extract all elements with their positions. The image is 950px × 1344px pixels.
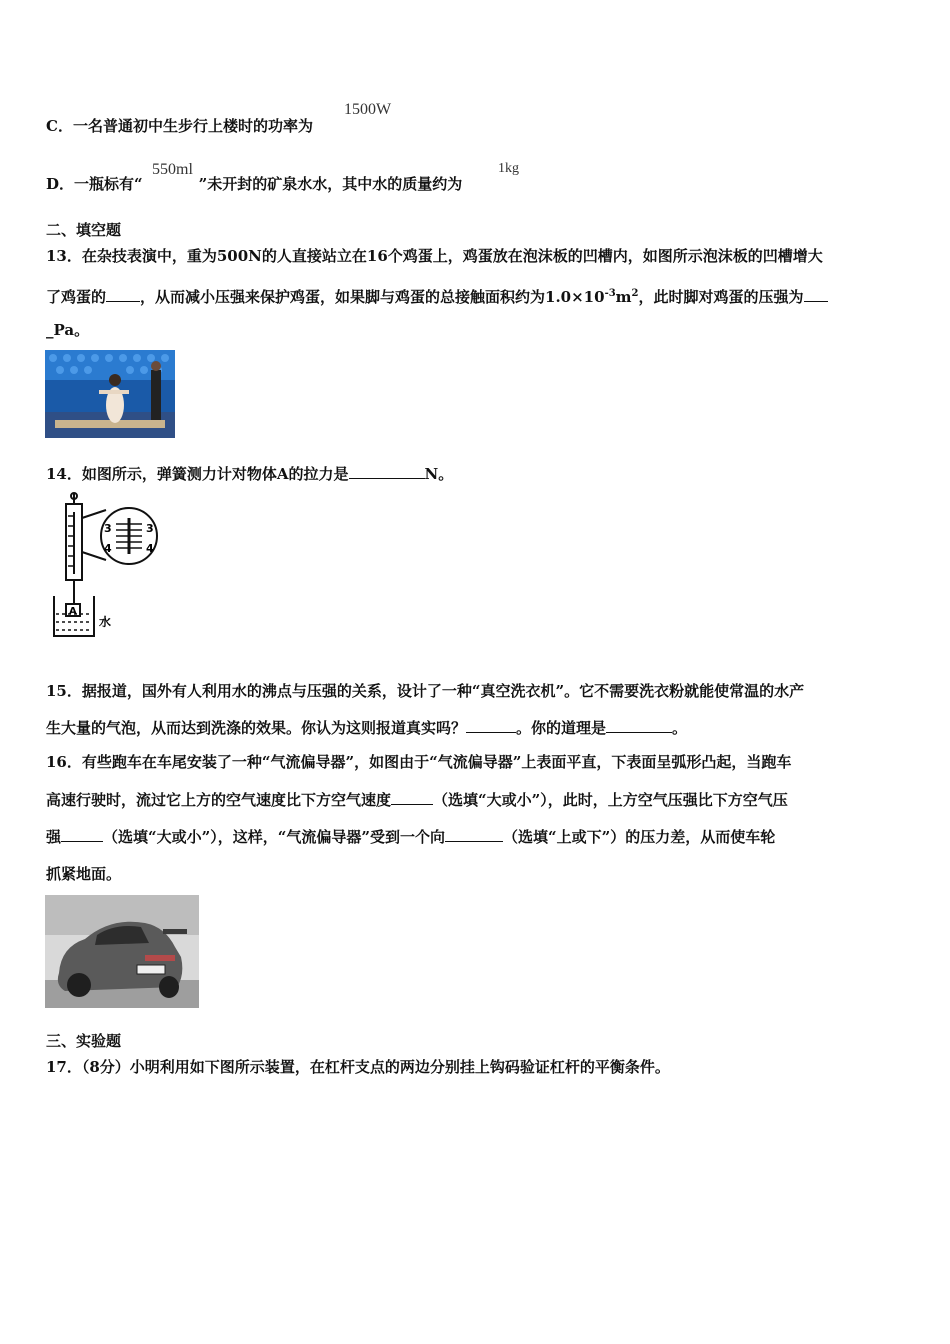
option-c [46,116,313,136]
option-d-value-2: 1kg [498,161,519,176]
q15-line-2: 生大量的气泡，从而达到洗涤的效果。你认为这则报道真实吗？ 。你的道理是 。 [46,719,688,737]
option-d-text-2: ”未开封的矿泉水水，其中水的质量约为 [198,175,463,193]
q16-line-2: 高速行驶时，流过它上方的空气速度比下方空气速度 （选填“大或小”），此时，上方空气压强比下方空气压 [46,791,788,809]
option-c-text: C．一名普通初中生步行上楼时的功率为 [46,117,313,135]
q16-blank-2[interactable] [61,827,103,842]
q16-line-1: 16．有些跑车在车尾安装了一种“气流偏导器”，如图由于“气流偏导器”上表面平直，下表面呈弧形凸起，当跑车 [46,753,792,771]
section-title-fill: 二、填空题 [46,221,122,239]
option-c-value: 1500W [344,101,392,118]
q16-blank-3[interactable] [445,827,503,842]
section-title-exp: 三、实验题 [46,1032,122,1050]
scale-4-right: 4 [146,542,154,555]
q16-blank-1[interactable] [391,790,433,805]
q16-figure-car [45,895,199,1008]
q15-blank-2[interactable] [606,718,672,733]
q13-blank-1[interactable] [106,287,140,302]
q14-line: 14．如图所示，弹簧测力计对物体A的拉力是 N。 [46,465,454,483]
option-d-value-1: 550ml [152,161,193,178]
water-label: 水 [99,615,112,629]
scale-4-left: 4 [104,542,112,555]
q14-blank[interactable] [349,464,425,479]
q13-figure-acrobat [45,350,175,438]
option-d-text-1: D．一瓶标有“ [46,175,143,193]
option-d [46,174,462,194]
object-a-label: A [69,606,77,617]
q13-line-3: _Pa。 [46,321,90,339]
q16-line-3: 强 （选填“大或小”），这样，“气流偏导器”受到一个向 （选填“上或下”）的压力差，从而使车轮 [46,828,776,846]
q13-blank-2[interactable] [804,287,828,302]
q17-line-1: 17．（8分）小明利用如下图所示装置，在杠杆支点的两边分别挂上钩码验证杠杆的平衡条件。 [46,1058,670,1076]
q15-blank-1[interactable] [466,718,516,733]
q14-figure-spring-scale [44,492,164,644]
q15-line-1: 15．据报道，国外有人利用水的沸点与压强的关系，设计了一种“真空洗衣机”。它不需要洗衣粉就能使常温的水产 [46,682,805,700]
scale-3-left: 3 [104,522,112,535]
q13-line-1: 13．在杂技表演中，重为500N的人直接站立在16个鸡蛋上，鸡蛋放在泡沫板的凹槽内，如图所示泡沫板的凹槽增大 [46,247,823,265]
scale-3-right: 3 [146,522,154,535]
q13-line-2: 了鸡蛋的 ，从而减小压强来保护鸡蛋，如果脚与鸡蛋的总接触面积约为$1.0\times 10^{-3}m^2$，此时脚对鸡蛋的压强为 [46,284,828,307]
q16-line-4: 抓紧地面。 [46,865,122,883]
